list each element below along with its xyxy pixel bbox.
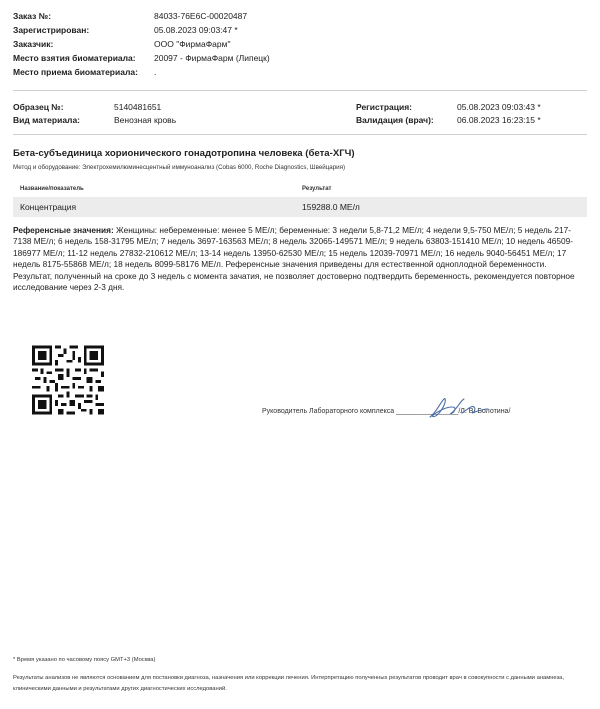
test-method: Метод и оборудование: Электрохемилюминесцентный иммуноанализ (Cobas 6000, Roche Diagnostics, Швейцария): [13, 164, 346, 171]
results-table-header: [13, 183, 587, 197]
reception-place-label: Место приема биоматериала:: [13, 67, 138, 77]
reception-place-value: .: [154, 67, 157, 77]
timezone-note: * Время указано по часовому поясу GMT+3 (Москва): [13, 657, 156, 663]
column-name-header: Название/показатель: [20, 186, 84, 192]
sample-id-value: 5140481651: [114, 102, 162, 112]
qr-code: [32, 345, 104, 415]
material-value: Венозная кровь: [114, 115, 177, 125]
collection-place-value: 20097 - ФирмаФарм (Липецк): [154, 53, 270, 63]
customer-value: ООО "ФирмаФарм": [154, 39, 231, 49]
order-number-label: Заказ №:: [13, 11, 52, 21]
sample-divider: [13, 134, 587, 135]
disclaimer: Результаты анализов не являются основанием для постановки диагноза, назначения или коррекции лечения. Интерпретацию полученных результатов проводит врач в совокупности с данными анамнеза, клиническими данными и результатами других диагностических исследований.: [13, 675, 565, 692]
reference-text: Женщины: небеременные: менее 5 МЕ/л; беременные: 3 недели 5,8-71,2 МЕ/л; 4 недели 9,5-750 МЕ/л; 5 недель 217-7138 МЕ/л; 6 недель 158-31795 МЕ/л; 7 недель 3697-163563 МЕ/л; 8 недель 32065-149571 МЕ/л; 9 недель 63803-151410 МЕ/л; 10 недель 46509-186977 МЕ/л; 11-12 недель 27832-210612 МЕ/л; 13-14 недель 13950-62530 МЕ/л; 15 недель 12039-70971 МЕ/л; 16 недель 9040-56451 МЕ/л; 17 недель 8175-55868 МЕ/л; 18 недель 8099-58176 МЕ/л. Референсные значения приведены для естественной одноплодной беременности. Результат, полученный на сроке до 3 недель с момента зачатия, не позволяет достоверно подтвердить беременность, рекомендуется повторное исследование через 2-3 дня.: [13, 225, 575, 293]
registered-value: 05.08.2023 09:03:47 *: [154, 25, 238, 35]
registration-value: 05.08.2023 09:03:43 *: [457, 102, 541, 112]
analyte-name: Концентрация: [20, 202, 77, 212]
results-table: [13, 183, 587, 217]
registration-label: Регистрация:: [356, 102, 413, 112]
test-title: Бета-субъединица хорионического гонадотропина человека (бета-ХГЧ): [13, 148, 355, 159]
header-divider: [13, 90, 587, 91]
sample-id-label: Образец №:: [13, 102, 64, 112]
material-label: Вид материала:: [13, 115, 81, 125]
analyte-result: 159288.0 МЕ/л: [302, 202, 360, 212]
validation-label: Валидация (врач):: [356, 115, 434, 125]
table-row: [13, 197, 587, 217]
reference-values: [13, 225, 587, 293]
customer-label: Заказчик:: [13, 39, 54, 49]
order-number-value: 84033-76E6C-00020487: [154, 11, 248, 21]
validation-value: 06.08.2023 16:23:15 *: [457, 115, 541, 125]
reference-label: Референсные значения:: [13, 225, 114, 235]
handwritten-signature: [424, 395, 490, 421]
signature-line: Руководитель Лабораторного комплекса ________________/Л. В. Болотина/: [262, 408, 511, 415]
registered-label: Зарегистрирован:: [13, 25, 90, 35]
column-result-header: Результат: [302, 186, 332, 192]
collection-place-label: Место взятия биоматериала:: [13, 53, 136, 63]
